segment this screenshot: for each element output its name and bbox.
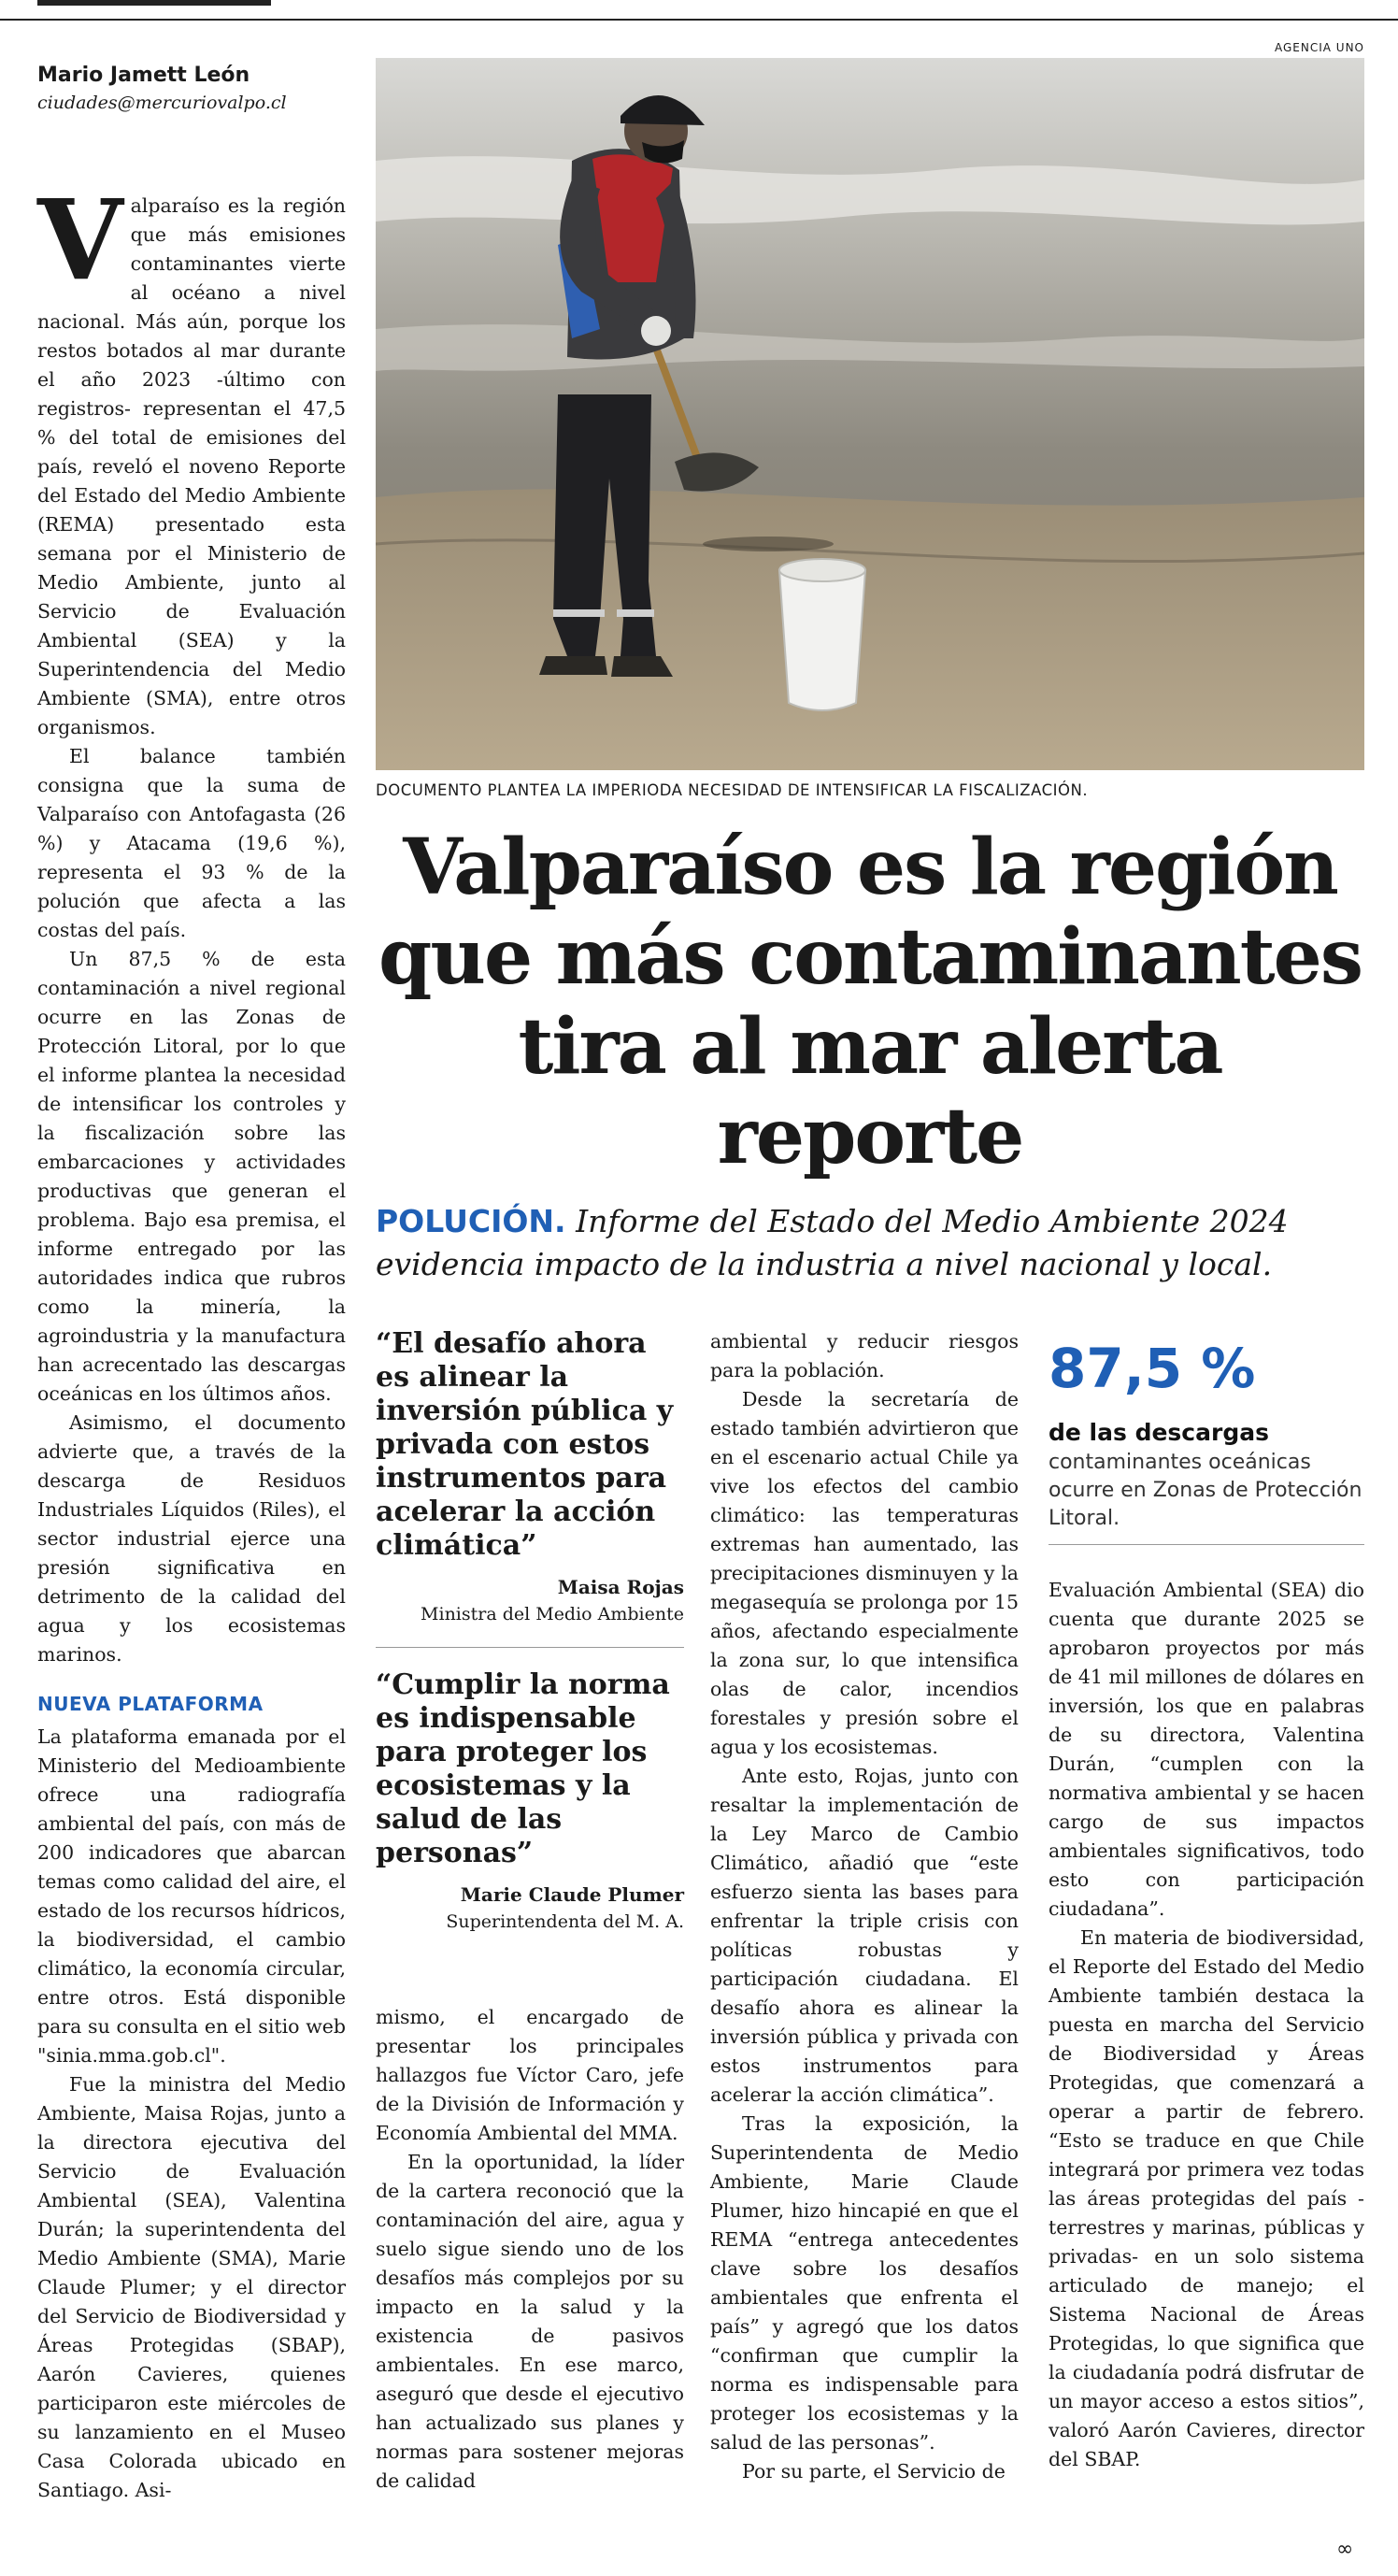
quote-role: Ministra del Medio Ambiente [421, 1604, 684, 1624]
drop-cap: V [37, 175, 123, 305]
pull-quote-2 [376, 1668, 684, 1932]
paragraph: Tras la exposición, la Superintendenta de Medio Ambiente, Marie Claude Plumer, hizo hincapié en que el REMA “entrega antecedentes clave sobre los desafíos ambientales que enfrenta el país” y agregó que los datos “confirman que cumplir la norma es indispensable para proteger los ecosistemas y la salud de las personas”. [710, 2112, 1019, 2454]
paragraph: ambiental y reducir riesgos para la población. [710, 1330, 1019, 1381]
author-email[interactable]: ciudades@mercuriovalpo.cl [37, 93, 287, 113]
quote-role: Superintendenta del M. A. [446, 1911, 684, 1932]
article-column-4 [1048, 1576, 1364, 2474]
paragraph: En la oportunidad, la líder de la cartera reconoció que la contaminación del aire, agua y suelo sigue siendo uno de los desafíos más complejos por su impacto en la salud y la existencia de pasivos ambientales. En ese marco, aseguró que desde el ejecutivo han actualizado sus planes y normas para sostener mejoras de calidad [376, 2151, 684, 2492]
paragraph: Fue la ministra del Medio Ambiente, Maisa Rojas, junto a la directora ejecutiva del Servicio de Evaluación Ambiental (SEA), Valentina Durán; la superintendenta del Medio Ambiente (SMA), Marie Claude Plumer; y el director del Servicio de Biodiversidad y Áreas Protegidas (SBAP), Aarón Cavieres, quienes participaron este miércoles de su lanzamiento en el Museo Casa Colorada ubicado en Santiago. Asi- [37, 2073, 346, 2501]
quote-text: “El desafío ahora es alinear la inversión pública y privada con estos instrumentos para acelerar la acción climática” [376, 1327, 674, 1562]
article-photo [376, 58, 1364, 770]
paragraph: mismo, el encargado de presentar los principales hallazgos fue Víctor Caro, jefe de la División de Información y Economía Ambiental del MMA. [376, 2006, 684, 2144]
paragraph: El balance también consigna que la suma de Valparaíso con Antofagasta (26 %) y Atacama (19,6 %), representa el 93 % de la polución que afecta a las costas del país. [37, 745, 346, 941]
article-column-3 [710, 1327, 1019, 2486]
paragraph: Desde la secretaría de estado también advirtieron que en el escenario actual Chile ya vive los efectos del cambio climático: las temperaturas extremas han aumentado, las precipitaciones disminuyen y la megasequía se prolonga por 15 años, afectando especialmente la zona sur, lo que intensifica olas de calor, incendios forestales y presión sobre el agua y los ecosistemas. [710, 1388, 1019, 1758]
deck [376, 1200, 1364, 1286]
paragraph: Un 87,5 % de esta contaminación a nivel regional ocurre en las Zonas de Protección Litoral, por lo que el informe plantea la necesidad de intensificar los controles y la fiscalización sobre las embarcaciones y actividades productivas que generan el problema. Bajo esa premisa, el informe entregado por las autoridades indica que rubros como la minería, la agroindustria y la manufactura han acrecentado las descargas oceánicas en los últimos años. [37, 948, 346, 1405]
stat-callout [1048, 1338, 1364, 1533]
quote-text: “Cumplir la norma es indispensable para proteger los ecosistemas y la salud de las personas” [376, 1668, 670, 1869]
paragraph: La plataforma emanada por el Ministerio del Medioambiente ofrece una radiografía ambiental del país, con más de 200 indicadores que abarcan temas como calidad del aire, el estado de los recursos hídricos, la biodiversidad, el cambio climático, la economía circular, entre otros. Está disponible para su consulta en el sitio web "sinia.mma.gob.cl". [37, 1725, 346, 2067]
deck-text: Informe del Estado del Medio Ambiente 2024 evidencia impacto de la industria a nivel nacional y local. [376, 1203, 1289, 1282]
beach-worker-illustration [376, 58, 1364, 770]
lead-paragraph: Valparaíso es la región que más emisiones contaminantes vierte al océano a nivel nacional. Más aún, porque los restos botados al mar durante el año 2023 -último con registros- representan el 47,5 % del total de emisiones del país, reveló el noveno Reporte del Estado del Medio Ambiente (REMA) presentado esta semana por el Ministerio de Medio Ambiente, junto al Servicio de Evaluación Ambiental (SEA) y la Superintendencia del Medio Ambiente (SMA), entre otros organismos. [37, 175, 346, 738]
article-column-2 [376, 2003, 684, 2496]
paragraph: En materia de biodiversidad, el Reporte del Estado del Medio Ambiente también destaca la puesta en marcha del Servicio de Biodiversidad y Áreas Protegidas, que comenzará a operar a partir de febrero. “Esto se traduce en que Chile integrará por primera vez todas las áreas protegidas del país -terrestres y marinas, públicas y privadas- en un solo sistema articulado de manejo; el Sistema Nacional de Áreas Protegidas, lo que significa que la ciudadanía podrá disfrutar de un mayor acceso a estos sitios”, valoró Aarón Cavieres, director del SBAP. [1048, 1926, 1364, 2470]
paragraph: Por su parte, el Servicio de [742, 2460, 1006, 2483]
byline [37, 64, 346, 113]
photo-credit: AGENCIA UNO [1274, 41, 1364, 54]
headline: Valparaíso es la región que más contaminantes tira al mar alerta reporte [378, 823, 1362, 1181]
article-column-1 [37, 175, 346, 2505]
pull-quote-1 [376, 1327, 684, 1624]
divider [376, 1647, 684, 1648]
photo-caption: DOCUMENTO PLANTEA LA IMPERIODA NECESIDAD DE INTENSIFICAR LA FISCALIZACIÓN. [376, 781, 1089, 799]
author-name: Mario Jamett León [37, 64, 250, 87]
stat-description: de las descargas contaminantes oceánicas ocurre en Zonas de Protección Litoral. [1048, 1419, 1362, 1530]
stat-value: 87,5 % [1048, 1337, 1256, 1400]
top-rule [0, 19, 1398, 21]
masthead-stub [37, 0, 271, 6]
paragraph: Asimismo, el documento advierte que, a través de la descarga de Residuos Industriales Líquidos (Riles), el sector industrial ejerce una presión significativa en detrimento de la calidad del agua y los ecosistemas marinos. [37, 1411, 346, 1666]
deck-kicker: POLUCIÓN. [376, 1203, 566, 1239]
divider [1048, 1544, 1364, 1545]
section-subhead: NUEVA PLATAFORMA [37, 1693, 264, 1715]
paragraph: Ante esto, Rojas, junto con resaltar la implementación de la Ley Marco de Cambio Climático, añadió que “este esfuerzo sienta las bases para enfrentar la triple crisis con políticas robustas y participación ciudadana. El desafío ahora es alinear la inversión pública y privada con estos instrumentos para acelerar la acción climática”. [710, 1765, 1019, 2106]
quote-author: Marie Claude Plumer [460, 1883, 684, 1906]
end-of-article-icon: ∞ [1336, 2538, 1354, 2561]
quote-author: Maisa Rojas [557, 1576, 684, 1598]
paragraph: Evaluación Ambiental (SEA) dio cuenta que durante 2025 se aprobaron proyectos por más de 41 mil millones de dólares en inversión, los que en palabras de su directora, Valentina Durán, “cumplen con la normativa ambiental y se hacen cargo de sus impactos ambientales significativos, todo esto con participación ciudadana”. [1048, 1579, 1364, 1920]
